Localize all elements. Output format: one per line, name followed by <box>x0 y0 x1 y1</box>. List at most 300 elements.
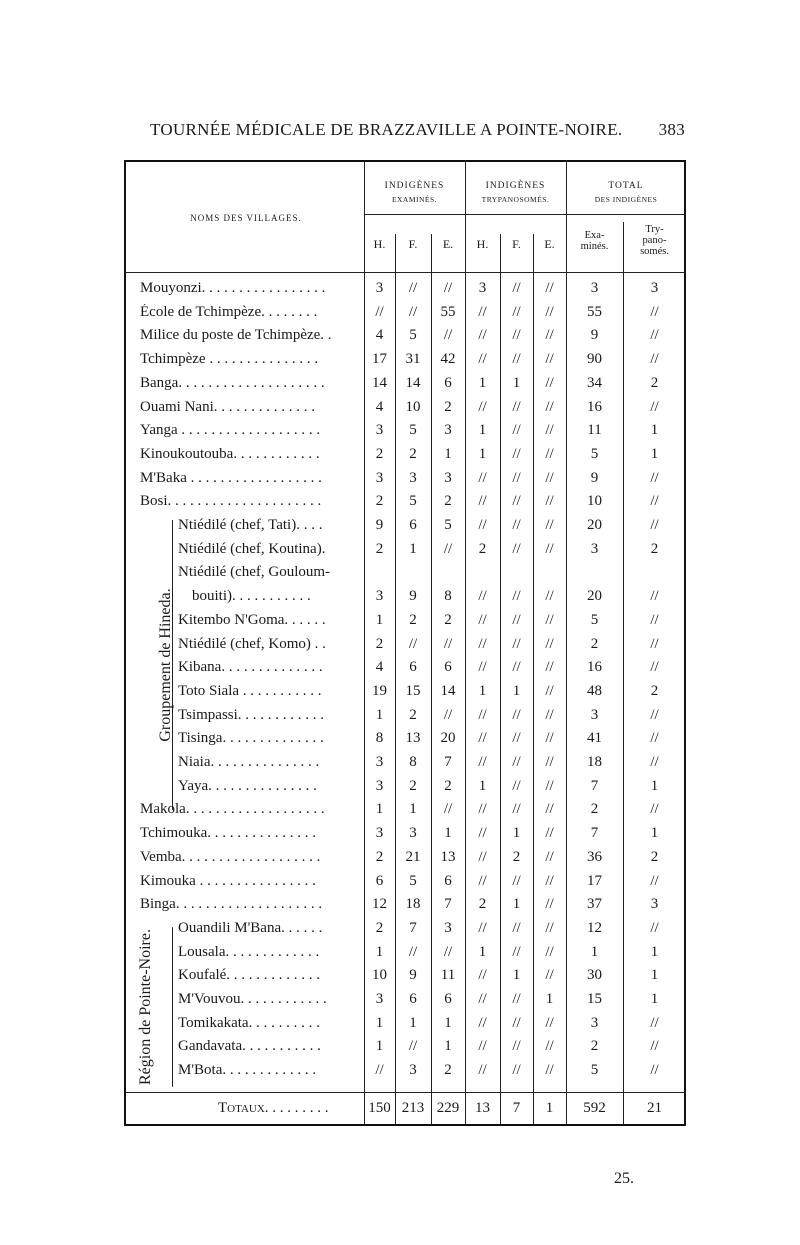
village-name: Ouandili M'Bana. . . . . . <box>178 919 323 936</box>
cell-ex-h: 4 <box>375 327 384 344</box>
cell-tr-h: 2 <box>478 896 487 913</box>
cell-ex-h: 4 <box>375 659 384 676</box>
table-row <box>126 705 688 728</box>
table-row <box>126 847 688 870</box>
cell-tot-tr: // <box>650 919 659 936</box>
cell-tr-f: // <box>512 327 521 344</box>
cell-ex-f: 9 <box>409 588 417 605</box>
cell-tr-f: // <box>512 422 521 439</box>
totals-tr-f: 7 <box>512 1100 521 1116</box>
cell-tr-e: // <box>545 374 554 391</box>
cell-ex-e: // <box>443 801 453 818</box>
cell-tot-ex: 20 <box>587 517 602 533</box>
cell-ex-h: 2 <box>375 848 384 865</box>
cell-tot-tr: // <box>650 398 659 415</box>
cell-tr-f: // <box>512 801 521 818</box>
header-total-tryp: Try- pano- somés. <box>640 224 669 257</box>
table-row <box>126 799 688 822</box>
cell-tr-e: // <box>545 611 554 628</box>
cell-tr-h: 1 <box>478 445 487 462</box>
cell-tr-h: // <box>478 493 487 510</box>
header-bottom-rule <box>126 272 686 273</box>
cell-tot-ex: 1 <box>590 943 599 960</box>
cell-ex-h: 3 <box>375 777 384 794</box>
cell-tot-tr: // <box>650 730 659 747</box>
cell-ex-e: 14 <box>440 682 456 699</box>
cell-ex-e: // <box>443 943 453 960</box>
table-row <box>126 634 688 657</box>
cell-ex-f: 3 <box>409 469 417 486</box>
village-name: Makola. . . . . . . . . . . . . . . . . . . <box>140 801 325 818</box>
cell-ex-f: 2 <box>409 706 417 723</box>
totals-ex-h: 150 <box>368 1100 391 1116</box>
cell-ex-f: 3 <box>409 1062 417 1079</box>
cell-ex-e: 13 <box>440 848 456 865</box>
cell-ex-h: 2 <box>375 540 384 557</box>
totals-tot-ex: 592 <box>583 1100 606 1116</box>
village-name: Mouyonzi. . . . . . . . . . . . . . . . . <box>140 280 326 296</box>
village-name: M'Baka . . . . . . . . . . . . . . . . . . <box>140 469 322 486</box>
cell-ex-h: 2 <box>375 919 384 936</box>
totals-label: Totaux. . . . . . . . . <box>218 1100 329 1116</box>
cell-ex-h: 2 <box>375 635 384 652</box>
table-row <box>126 468 688 491</box>
cell-tot-ex: 5 <box>590 1062 599 1079</box>
cell-tr-h: // <box>478 327 487 344</box>
cell-tot-tr: 3 <box>650 896 659 913</box>
cell-tr-h: // <box>478 659 487 676</box>
cell-tr-f: // <box>512 588 521 605</box>
cell-tr-e: // <box>545 469 554 486</box>
cell-tot-tr: // <box>650 1014 659 1031</box>
cell-ex-h: 2 <box>375 493 384 510</box>
cell-ex-f: 5 <box>409 872 417 889</box>
cell-tr-f: // <box>512 469 521 486</box>
cell-tot-tr: // <box>650 754 659 770</box>
cell-tot-ex: 12 <box>587 919 602 936</box>
village-name: Kitembo N'Goma. . . . . . <box>178 611 326 628</box>
cell-tr-e: // <box>545 493 554 510</box>
cell-ex-h: 3 <box>375 991 384 1007</box>
totals-tr-h: 13 <box>475 1100 490 1116</box>
cell-tot-ex: 7 <box>590 777 599 794</box>
cell-tr-f: // <box>512 303 521 320</box>
cell-tot-tr: // <box>650 1062 659 1079</box>
table-row <box>126 728 688 751</box>
village-name: Tsimpassi. . . . . . . . . . . . <box>178 706 325 723</box>
cell-tr-f: // <box>512 659 521 676</box>
cell-tr-e: // <box>545 754 554 770</box>
totals-ex-f: 213 <box>401 1100 425 1116</box>
table-row <box>126 420 688 443</box>
cell-ex-e: 2 <box>444 493 452 510</box>
cell-tr-f: // <box>512 1062 521 1079</box>
running-head-title: TOURNÉE MÉDICALE DE BRAZZAVILLE A POINTE-NOIRE. <box>150 120 623 139</box>
cell-tot-ex: 41 <box>587 730 602 747</box>
header-span-rule <box>364 214 686 215</box>
cell-ex-h: 3 <box>375 280 384 296</box>
cell-tot-tr: 1 <box>650 422 659 439</box>
cell-tr-f: // <box>512 517 521 533</box>
cell-ex-f: 6 <box>409 517 417 533</box>
cell-tot-tr: 1 <box>650 445 659 462</box>
cell-tr-f: // <box>512 540 521 557</box>
cell-tot-tr: // <box>650 611 659 628</box>
totals-top-rule <box>126 1092 686 1093</box>
cell-ex-f: 2 <box>409 611 417 628</box>
cell-ex-e: // <box>443 540 453 557</box>
cell-ex-h: 6 <box>375 872 384 889</box>
cell-ex-e: 1 <box>444 825 452 842</box>
group-label-hineda: Groupement de Hineda. <box>157 588 174 742</box>
cell-ex-e: 2 <box>444 1062 452 1079</box>
cell-tot-ex: 20 <box>587 588 602 605</box>
cell-tot-ex: 5 <box>590 445 599 462</box>
cell-tr-f: // <box>512 943 521 960</box>
cell-tr-h: // <box>478 611 487 628</box>
village-name: Vemba. . . . . . . . . . . . . . . . . . . <box>140 848 321 865</box>
cell-ex-f: 5 <box>409 422 417 439</box>
cell-tr-h: 2 <box>478 540 487 557</box>
cell-tr-f: 1 <box>512 825 521 842</box>
cell-ex-f: 8 <box>409 754 417 770</box>
cell-tot-tr: 1 <box>650 967 659 984</box>
cell-ex-f: 2 <box>409 777 417 794</box>
header-tr-f: F. <box>512 237 521 251</box>
cell-ex-h: 2 <box>375 445 384 462</box>
cell-ex-e: 1 <box>444 1014 452 1031</box>
cell-tr-f: 1 <box>512 967 521 984</box>
village-name: Ntiédilé (chef, Tati). . . . <box>178 517 323 533</box>
cell-ex-h: 3 <box>375 469 384 486</box>
cell-ex-e: 6 <box>444 872 452 889</box>
table-row <box>126 491 688 514</box>
totals-tr-e: 1 <box>545 1100 554 1116</box>
cell-tr-h: 1 <box>478 682 487 699</box>
village-name: bouiti). . . . . . . . . . . <box>192 588 311 605</box>
cell-ex-e: 2 <box>444 398 452 415</box>
cell-tr-h: // <box>478 872 487 889</box>
cell-tot-ex: 15 <box>587 991 602 1007</box>
header-ex-e: E. <box>442 237 454 251</box>
cell-ex-e: // <box>443 327 453 344</box>
cell-tr-e: // <box>545 517 554 533</box>
cell-tr-e: // <box>545 635 554 652</box>
village-name: Gandavata. . . . . . . . . . . <box>178 1038 321 1055</box>
cell-ex-e: 6 <box>444 374 452 391</box>
table-row <box>126 515 688 538</box>
cell-ex-h: 4 <box>375 398 384 415</box>
cell-tot-tr: 1 <box>650 825 659 842</box>
cell-tr-e: // <box>545 327 554 344</box>
cell-tr-f: 1 <box>512 374 521 391</box>
cell-ex-f: 3 <box>409 825 417 842</box>
cell-tot-ex: 34 <box>587 374 602 391</box>
cell-tot-ex: 48 <box>587 682 602 699</box>
header-tr-e: E. <box>544 237 555 251</box>
cell-tot-ex: 3 <box>590 706 599 723</box>
cell-ex-e: 55 <box>440 303 456 320</box>
village-name: Ntiédilé (chef, Koutina). <box>178 540 326 557</box>
cell-ex-h: 17 <box>372 351 387 368</box>
cell-tr-e: 1 <box>545 991 554 1007</box>
village-name: Tchimouka. . . . . . . . . . . . . . . <box>140 825 317 842</box>
cell-tr-h: // <box>478 517 487 533</box>
cell-ex-e: 20 <box>440 730 456 747</box>
cell-tot-ex: 2 <box>590 1038 599 1055</box>
cell-tot-tr: 3 <box>650 280 659 296</box>
cell-ex-f: 15 <box>405 682 421 699</box>
table-row <box>126 871 688 894</box>
cell-ex-h: 9 <box>375 517 384 533</box>
cell-tot-tr: // <box>650 706 659 723</box>
table-row <box>126 752 688 775</box>
village-name: Toto Siala . . . . . . . . . . . <box>178 682 322 699</box>
cell-tr-f: // <box>512 754 521 770</box>
cell-tr-f: // <box>512 777 521 794</box>
table-row <box>126 539 688 562</box>
header-names: NOMS DES VILLAGES. <box>190 213 302 223</box>
table-row <box>126 989 688 1012</box>
table-row <box>126 894 688 917</box>
table-row <box>126 657 688 680</box>
village-table <box>124 160 686 1126</box>
cell-ex-h: 10 <box>372 967 387 984</box>
village-name: M'Bota. . . . . . . . . . . . . <box>178 1062 317 1079</box>
cell-tr-h: // <box>478 303 487 320</box>
header-ex-f: F. <box>408 237 418 251</box>
cell-ex-h: 3 <box>375 825 384 842</box>
cell-tot-ex: 37 <box>587 896 602 913</box>
cell-tr-h: // <box>478 991 487 1007</box>
cell-ex-f: // <box>408 635 418 652</box>
cell-tot-ex: 9 <box>590 327 599 344</box>
cell-ex-f: 13 <box>405 730 421 747</box>
page-number: 383 <box>658 120 685 139</box>
cell-tot-tr: // <box>650 469 659 486</box>
cell-tr-e: // <box>545 848 554 865</box>
cell-tr-h: // <box>478 635 487 652</box>
cell-ex-e: 7 <box>444 754 452 770</box>
village-name: Ntiédilé (chef, Gouloum- <box>178 564 331 581</box>
cell-ex-h: // <box>375 303 384 320</box>
cell-ex-h: 1 <box>375 706 384 723</box>
cell-tr-e: // <box>545 801 554 818</box>
village-name: Tchimpèze . . . . . . . . . . . . . . . <box>140 351 319 368</box>
cell-tr-e: // <box>545 1038 554 1055</box>
cell-tot-tr: 2 <box>650 374 659 391</box>
cell-tr-e: // <box>545 919 554 936</box>
cell-ex-f: 1 <box>409 801 417 818</box>
cell-tot-ex: 3 <box>590 1014 599 1031</box>
village-name: Lousala. . . . . . . . . . . . . <box>178 943 320 960</box>
table-row <box>126 965 688 988</box>
cell-tot-tr: 1 <box>650 943 659 960</box>
cell-tot-ex: 16 <box>587 659 602 676</box>
cell-tr-h: // <box>478 1014 487 1031</box>
cell-tot-tr: // <box>650 517 659 533</box>
cell-tot-tr: 2 <box>650 848 659 865</box>
cell-ex-f: 18 <box>405 896 421 913</box>
cell-ex-f: // <box>408 303 418 320</box>
cell-tot-ex: 10 <box>587 493 602 510</box>
cell-tr-h: 1 <box>478 422 487 439</box>
cell-tr-f: 1 <box>512 896 521 913</box>
table-row <box>126 325 688 348</box>
cell-ex-e: 2 <box>444 611 452 628</box>
cell-ex-f: // <box>408 1038 418 1055</box>
header-tryp-subtitle: TRYPANOSOMÉS. <box>481 195 550 204</box>
table-row <box>126 1036 688 1059</box>
cell-tr-e: // <box>545 943 554 960</box>
cell-tr-f: // <box>512 445 521 462</box>
header-tr-h: H. <box>476 237 489 251</box>
cell-tot-ex: 9 <box>590 469 599 486</box>
cell-ex-e: 3 <box>444 919 452 936</box>
cell-tot-ex: 17 <box>587 872 602 889</box>
table-row <box>126 1013 688 1036</box>
cell-tot-ex: 55 <box>587 303 602 320</box>
cell-tr-e: // <box>545 682 554 699</box>
village-name: Koufalé. . . . . . . . . . . . . <box>178 967 321 984</box>
table-row <box>126 562 688 585</box>
village-name: Ntiédilé (chef, Komo) . . <box>178 635 326 652</box>
cell-ex-h: 1 <box>375 801 384 818</box>
cell-tr-h: 1 <box>478 943 487 960</box>
cell-tr-e: // <box>545 280 554 296</box>
cell-tot-ex: 11 <box>587 422 602 439</box>
cell-ex-h: // <box>375 1062 384 1079</box>
cell-tr-e: // <box>545 1014 554 1031</box>
cell-tr-f: // <box>512 493 521 510</box>
village-name: Kibana. . . . . . . . . . . . . . <box>178 659 323 676</box>
cell-tr-h: // <box>478 706 487 723</box>
cell-tr-f: // <box>512 872 521 889</box>
cell-tr-h: 3 <box>478 280 487 296</box>
cell-tr-f: 2 <box>512 848 521 865</box>
cell-ex-e: // <box>443 706 453 723</box>
cell-tot-tr: 1 <box>650 777 659 794</box>
cell-tr-h: // <box>478 1062 487 1079</box>
cell-tr-h: // <box>478 351 487 368</box>
cell-ex-e: 3 <box>444 422 452 439</box>
cell-ex-e: 11 <box>440 967 456 984</box>
cell-tr-e: // <box>545 777 554 794</box>
cell-tr-h: 1 <box>478 374 487 391</box>
cell-ex-h: 1 <box>375 1038 384 1055</box>
table-row <box>126 610 688 633</box>
cell-tr-h: // <box>478 588 487 605</box>
village-name: Kimouka . . . . . . . . . . . . . . . . <box>140 872 316 889</box>
header-total-examined: Exa- minés. <box>580 230 609 252</box>
cell-tr-h: // <box>478 469 487 486</box>
cell-tr-f: // <box>512 635 521 652</box>
table-row <box>126 776 688 799</box>
village-name: Kinoukoutouba. . . . . . . . . . . . <box>140 445 320 462</box>
cell-tr-e: // <box>545 730 554 747</box>
cell-tr-h: // <box>478 398 487 415</box>
cell-tr-e: // <box>545 967 554 984</box>
cell-tot-ex: 2 <box>590 635 599 652</box>
cell-tot-tr: // <box>650 1038 659 1055</box>
cell-ex-e: 1 <box>444 445 452 462</box>
cell-ex-f: 6 <box>409 659 417 676</box>
cell-tr-e: // <box>545 588 554 605</box>
cell-tr-f: // <box>512 351 521 368</box>
header-tryp-title: INDIGÈNES <box>485 181 546 191</box>
cell-ex-e: 6 <box>444 659 452 676</box>
cell-ex-f: 1 <box>409 1014 417 1031</box>
table-row <box>126 586 688 609</box>
cell-ex-f: 5 <box>409 327 417 344</box>
cell-tr-h: // <box>478 967 487 984</box>
totals-tot-tr: 21 <box>647 1100 662 1116</box>
cell-ex-e: 1 <box>444 1038 452 1055</box>
cell-tr-f: // <box>512 398 521 415</box>
cell-tr-h: // <box>478 754 487 770</box>
cell-tr-f: // <box>512 611 521 628</box>
header-total-title: TOTAL <box>608 181 644 191</box>
cell-tot-ex: 90 <box>587 351 602 368</box>
cell-tr-f: // <box>512 919 521 936</box>
cell-tot-ex: 3 <box>590 280 599 296</box>
cell-tr-e: // <box>545 303 554 320</box>
village-name: Tisinga. . . . . . . . . . . . . . <box>178 730 324 747</box>
cell-tr-e: // <box>545 896 554 913</box>
table-row <box>126 942 688 965</box>
cell-ex-e: 5 <box>444 517 452 533</box>
cell-tr-e: // <box>545 398 554 415</box>
cell-tot-ex: 18 <box>587 754 602 770</box>
header-examined-title: INDIGÈNES <box>384 181 445 191</box>
cell-ex-e: // <box>443 635 453 652</box>
cell-tr-f: // <box>512 1038 521 1055</box>
cell-ex-h: 3 <box>375 422 384 439</box>
cell-ex-e: 7 <box>444 896 452 913</box>
table-row <box>126 397 688 420</box>
cell-tot-ex: 16 <box>587 398 602 415</box>
cell-tr-h: // <box>478 1038 487 1055</box>
table-row <box>126 302 688 325</box>
cell-ex-f: 31 <box>405 351 421 368</box>
cell-tot-tr: // <box>650 327 659 344</box>
village-name: M'Vouvou. . . . . . . . . . . . <box>178 991 327 1007</box>
cell-ex-e: 8 <box>444 588 452 605</box>
table-row <box>126 681 688 704</box>
cell-tot-tr: // <box>650 493 659 510</box>
cell-tot-tr: 2 <box>650 540 659 557</box>
table-row <box>126 1060 688 1083</box>
cell-ex-f: 7 <box>409 919 417 936</box>
cell-ex-f: 9 <box>409 967 417 984</box>
village-name: Niaia. . . . . . . . . . . . . . . <box>178 754 320 770</box>
table-row <box>126 349 688 372</box>
cell-tr-h: // <box>478 801 487 818</box>
cell-ex-h: 3 <box>375 754 384 770</box>
cell-ex-e: 42 <box>440 351 456 368</box>
cell-ex-h: 1 <box>375 1014 384 1031</box>
cell-tr-e: // <box>545 422 554 439</box>
cell-tr-e: // <box>545 1062 554 1079</box>
cell-ex-h: 1 <box>375 611 384 628</box>
cell-tot-ex: 5 <box>590 611 599 628</box>
cell-ex-e: // <box>443 280 453 296</box>
cell-tot-ex: 7 <box>590 825 599 842</box>
village-name: Ouami Nani. . . . . . . . . . . . . . <box>140 398 315 415</box>
village-name: Yanga . . . . . . . . . . . . . . . . . . . <box>140 422 321 439</box>
cell-ex-e: 6 <box>444 991 452 1007</box>
cell-ex-e: 2 <box>444 777 452 794</box>
